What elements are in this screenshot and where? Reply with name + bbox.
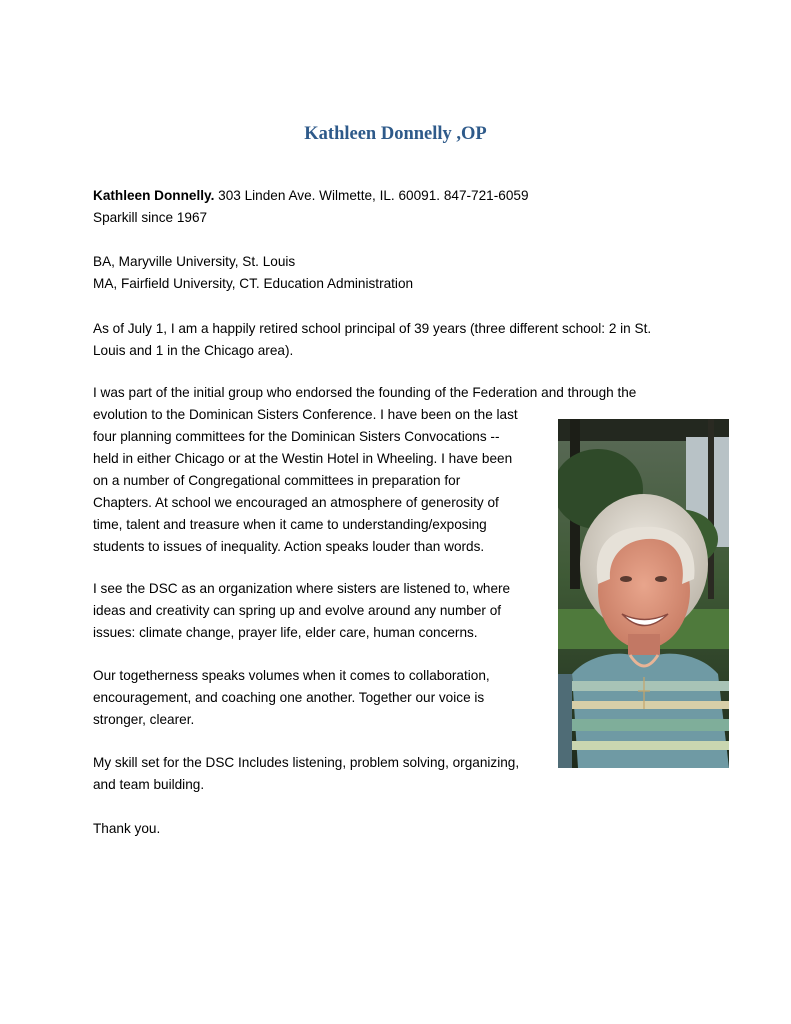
skills-line-2: and team building. [93, 777, 205, 792]
contact-line [93, 185, 529, 207]
contact-name: Kathleen Donnelly. [93, 188, 215, 203]
closing-line: Thank you. [93, 821, 161, 836]
federation-line-4: held in either Chicago or at the Westin Hotel in Wheeling. I have been [93, 451, 513, 466]
dsc-line-2: ideas and creativity can spring up and evolve around any number of [93, 603, 502, 618]
federation-line-7: time, talent and treasure when it came to understanding/exposing [93, 517, 487, 532]
contact-address: 303 Linden Ave. Wilmette, IL. 60091. 847-721-6059 [218, 188, 529, 203]
federation-line-1: I was part of the initial group who endorsed the founding of the Federation and through the [93, 385, 637, 400]
federation-line-5: on a number of Congregational committees in preparation for [93, 473, 461, 488]
togetherness-line-3: stronger, clearer. [93, 712, 195, 727]
portrait-photo [558, 419, 729, 768]
togetherness-line-2: encouragement, and coaching one another. Together our voice is [93, 690, 485, 705]
federation-line-3: four planning committees for the Dominican Sisters Convocations -- [93, 429, 500, 444]
federation-line-6: Chapters. At school we encouraged an atmosphere of generosity of [93, 495, 499, 510]
retired-line-1: As of July 1, I am a happily retired school principal of 39 years (three different school: 2 in St. [93, 321, 652, 336]
education-ba: BA, Maryville University, St. Louis [93, 254, 296, 269]
federation-line-8: students to issues of inequality. Action speaks louder than words. [93, 539, 485, 554]
dsc-line-1: I see the DSC as an organization where sisters are listened to, where [93, 581, 511, 596]
dsc-line-3: issues: climate change, prayer life, elder care, human concerns. [93, 625, 478, 640]
page-title: Kathleen Donnelly ,OP [304, 124, 487, 144]
skills-line-1: My skill set for the DSC Includes listening, problem solving, organizing, [93, 755, 520, 770]
retired-line-2: Louis and 1 in the Chicago area). [93, 343, 294, 358]
sparkill-line: Sparkill since 1967 [93, 210, 208, 225]
togetherness-line-1: Our togetherness speaks volumes when it comes to collaboration, [93, 668, 490, 683]
federation-line-2: evolution to the Dominican Sisters Conference. I have been on the last [93, 407, 518, 422]
education-ma: MA, Fairfield University, CT. Education Administration [93, 276, 414, 291]
